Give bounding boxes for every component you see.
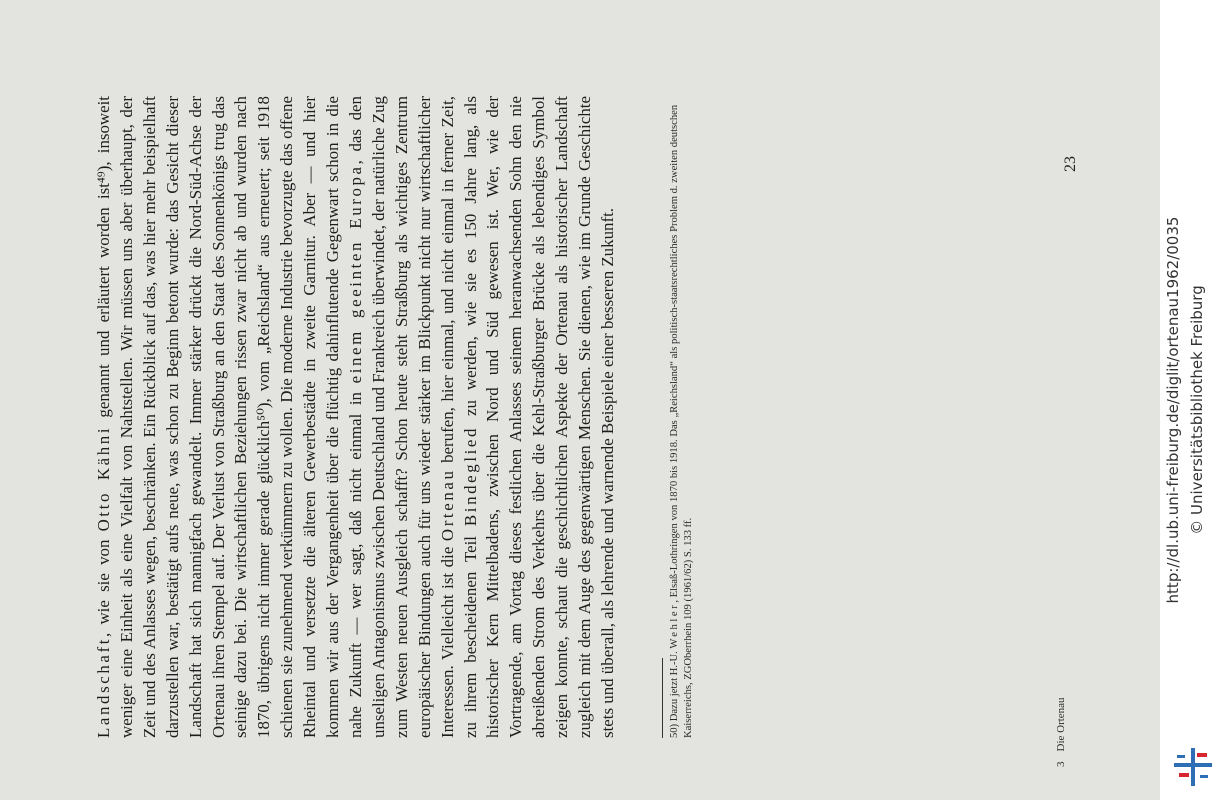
spaced-name: Otto Kähni: [94, 425, 113, 532]
body-paragraph: [93, 96, 620, 738]
spaced-term: Landschaft: [94, 636, 113, 738]
text-run: zu werden, wie sie es 150 Jahre lang, als historischer Kern Mittelbadens, zwischen Nord und Süd gewesen ist. Wer, wie der Vortragende, am Vortag dieses festlichen Anlasses seinem heranwachsenden Sohn den nie abreißenden Strom des Verkehrs über die Kehl-Straßburger Brücke als lebendiges Symbol zeigen konnte, schaut die geschichtlichen Aspekte der Ortenau als historischer Landschaft zugleich mit dem Auge des gegenwärtigen Menschen. Sie dienen, wie im Grunde Geschichte stets und überall, als lehrende und warnende Beispiele einer besseren Zukunft.: [460, 96, 617, 738]
text-run: berufen, hier einmal, und nicht einmal in ferner Zeit, zu ihrem bescheidenen Teil: [437, 96, 480, 738]
footnote: [668, 98, 695, 738]
signature-number: 3: [1055, 761, 1067, 767]
text-run: , das den unseligen Antagonismus zwischen Deutschland und Frankreich überwindet, der natürliche Zug zum Westen neuen Ausgleich schafft? Schon heute steht Straßburg als wichtiges Zentrum europäischer Bindungen auch für uns wieder stärker im Blickpunkt nicht nur wirtschaftlicher Interessen. Vielleicht ist die: [345, 96, 457, 738]
spaced-term: Bindeglied: [460, 425, 480, 527]
copyright-text: © Universitätsbibliothek Freiburg: [1188, 285, 1206, 535]
footnote-text: , Elsaß-Lothringen von 1870 bis 1918. Das „Reichsland“ als politisch-staatsrechtliches Problem d. zweiten deutschen Kaiserreichs, ZGOberrhein 109 (1961/62) S. 133 ff.: [669, 104, 694, 738]
body-text: [93, 96, 620, 738]
page-number: 23: [1062, 156, 1079, 172]
ub-freiburg-logo-icon: [1172, 746, 1214, 788]
signature-title: Die Ortenau: [1055, 697, 1067, 752]
spaced-term: Ortenau: [437, 468, 457, 542]
footnote-author: Wehler: [669, 602, 680, 649]
source-url[interactable]: http://dl.ub.uni-freiburg.de/diglit/ortenau1962/0035: [1164, 216, 1182, 604]
footnote-rule: [662, 658, 663, 738]
footnote-text: Dazu jetzt H.-U.: [669, 648, 680, 724]
spaced-phrase: einem geeinten Europa: [345, 164, 365, 384]
text-run: genannt und erläutert worden ist⁴⁹), insoweit weniger eine Einheit als eine Vielfalt von Nahtstellen. Wir müssen uns aber überhaupt, der Zeit und des Anlasses wegen, beschränken. Ein Rückblick auf das, was hier mehr beispielhaft darzustellen war, bestätigt aufs neue, was schon zu Beginn betont wurde: das Gesicht dieser Landschaft hat sich mannigfach gewandelt. Immer stärker drückt die Nord-Süd-Achse der Ortenau ihren Stempel auf. Der Verlust von Straßburg an den Staat des Sonnenkönigs trug das seinige dazu bei. Die wirtschaftlichen Beziehungen rissen zwar nicht ab und wurden nach 1870, übrigens nicht immer gerade glücklich⁵⁰), vom „Reichsland“ aus erneuert; seit 1918 schienen sie zunehmend verkümmern zu wollen. Die moderne Industrie bevorzugte das offene Rheintal und versetzte die älteren Gewerbestädte in zweite Garnitur. Aber — und hier kommen wir aus der Vergangenheit über die flüchtig dahinflutende Gegenwart schon in die nahe Zukunft — wer sagt, daß nicht einmal in: [94, 96, 365, 738]
text-run: , wie sie von: [94, 531, 113, 637]
footnote-number: 50): [669, 723, 680, 738]
signature-mark: [1055, 697, 1067, 767]
side-info: [1160, 0, 1220, 800]
